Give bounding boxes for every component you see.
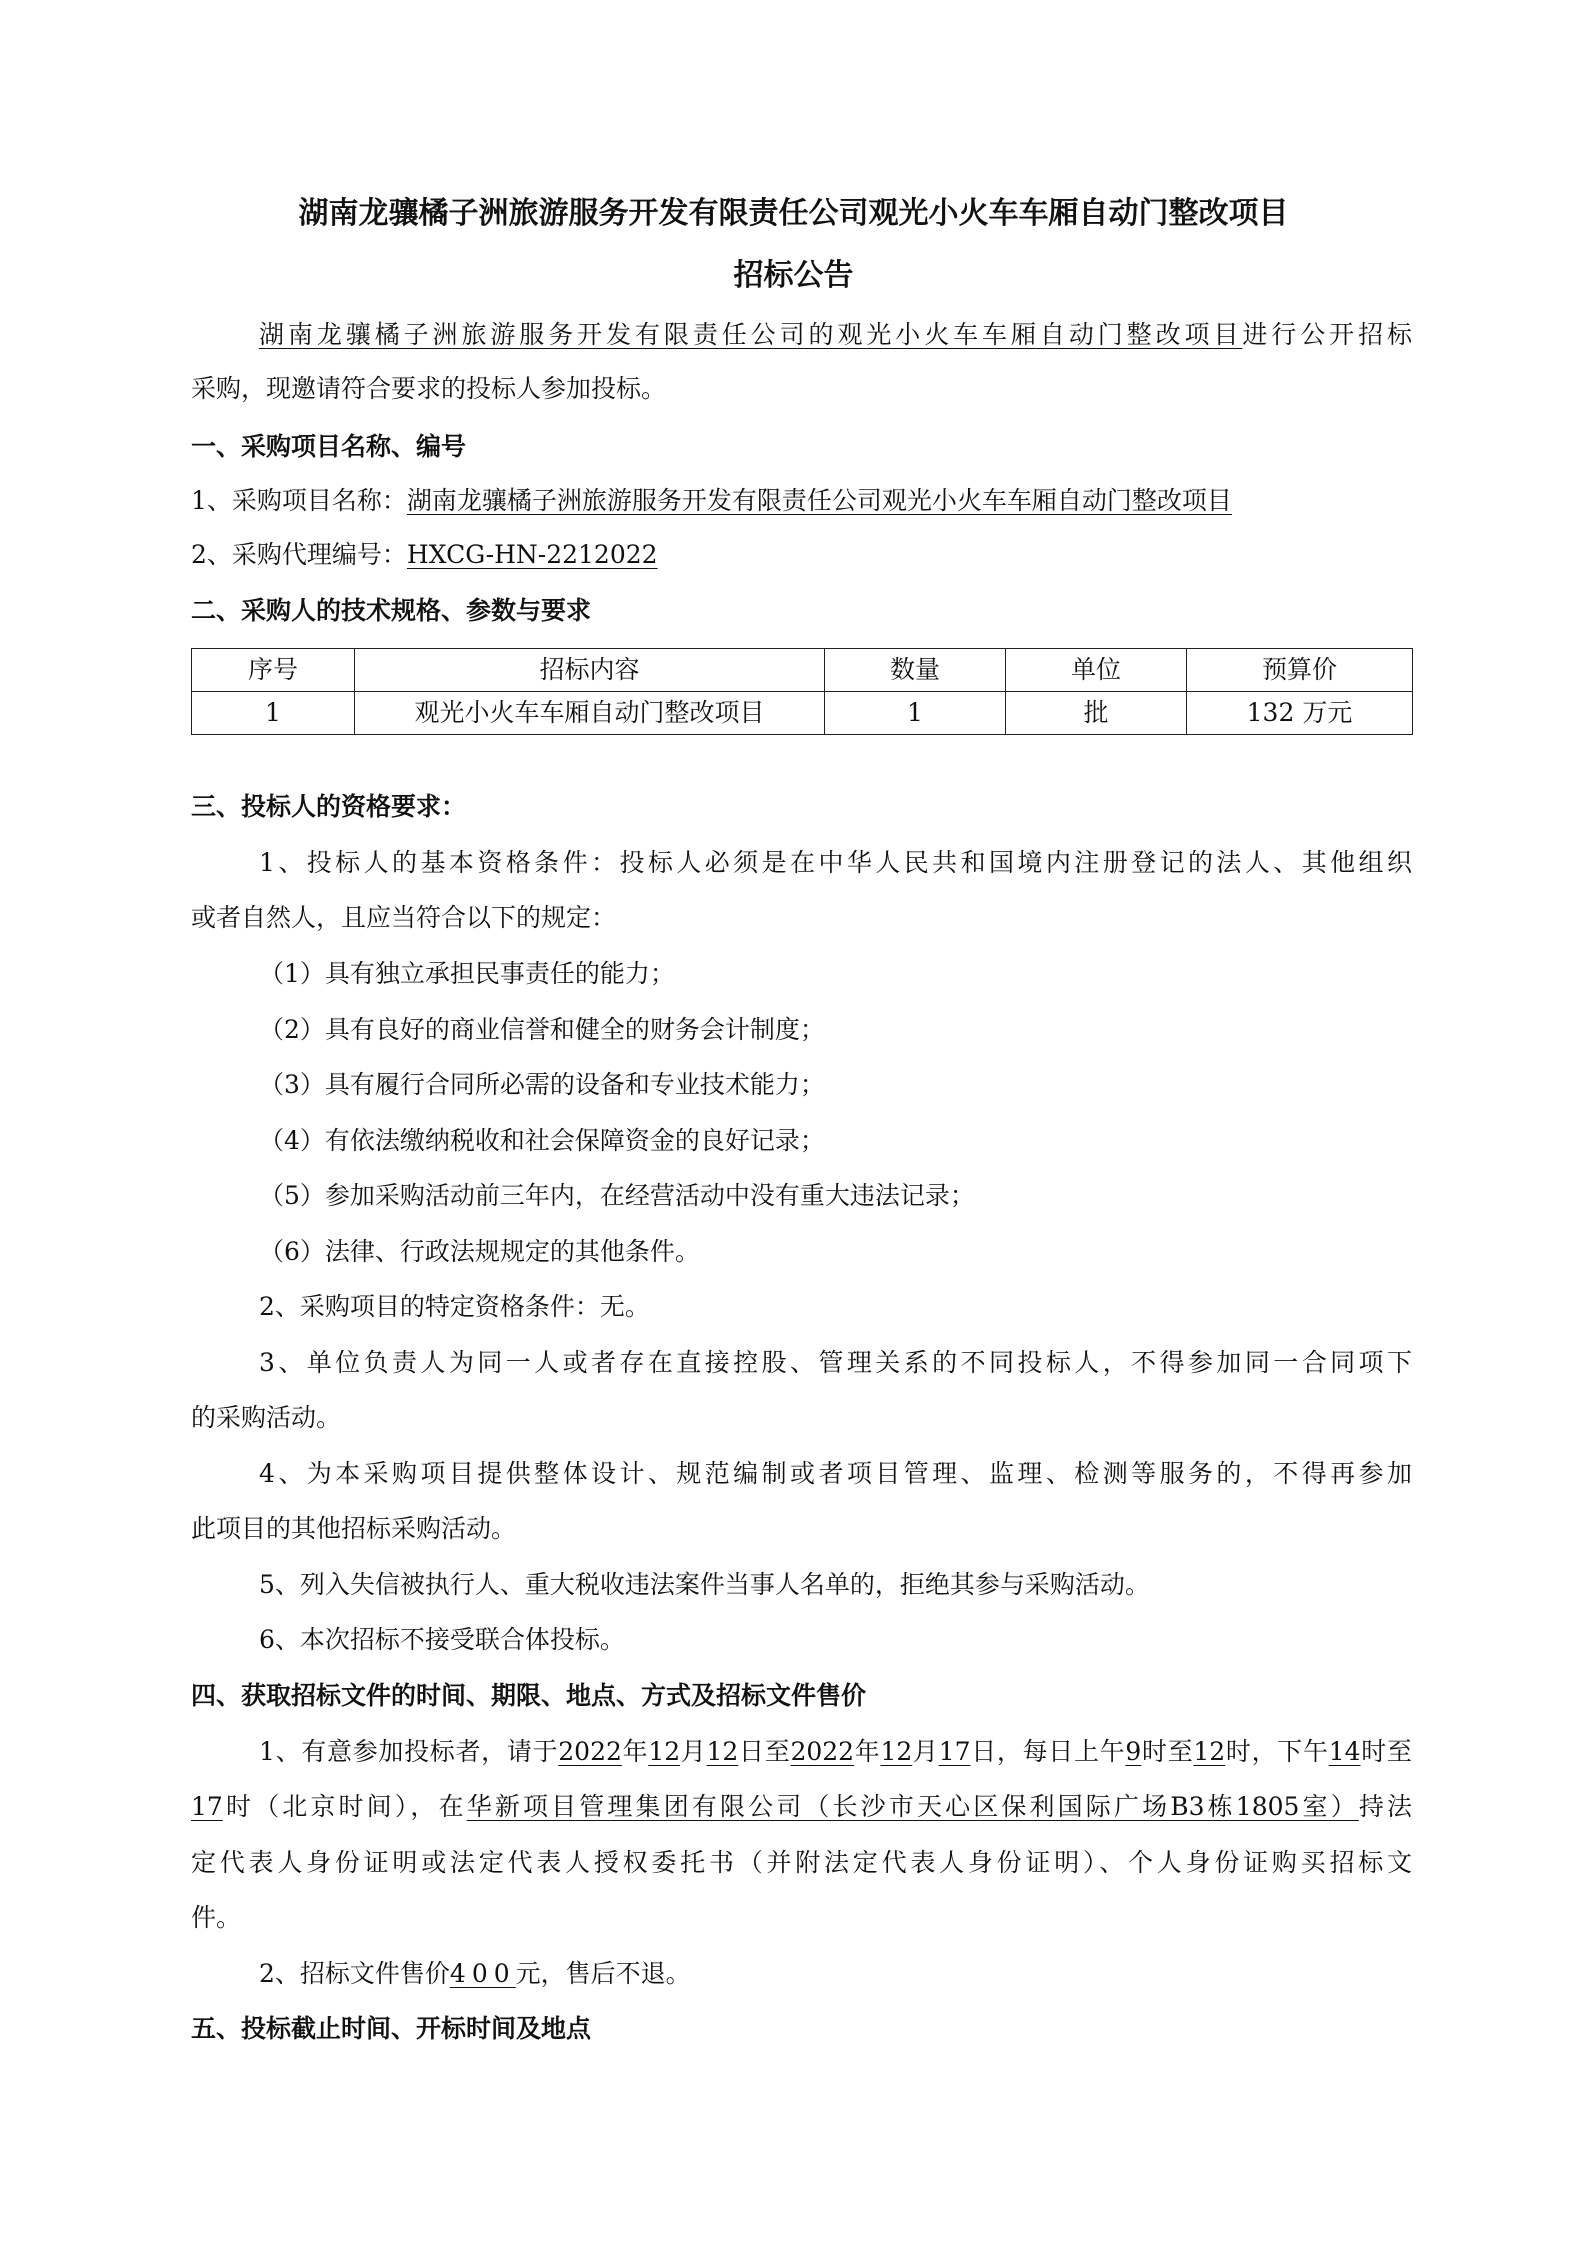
section3-item3-line2: 的采购活动。: [191, 1403, 342, 1432]
project-name-label: 1、采购项目名称：: [191, 486, 407, 515]
intro-project-name: 湖南龙骧橘子洲旅游服务开发有限责任公司的观光小火车车厢自动门整改项目: [259, 320, 1243, 349]
project-code-label: 2、采购代理编号：: [191, 540, 407, 569]
start-day: 12: [706, 1737, 739, 1766]
qualification-sub-5: （5）参加采购活动前三年内，在经营活动中没有重大违法记录；: [259, 1181, 975, 1210]
document-title-line2: 招标公告: [733, 258, 854, 293]
qualification-sub-4: （4）有依法缴纳税收和社会保障资金的良好记录；: [259, 1126, 825, 1155]
qualification-sub-3: （3）具有履行合同所必需的设备和专业技术能力；: [259, 1070, 825, 1099]
section3-item5: 5、列入失信被执行人、重大税收违法案件当事人名单的，拒绝其参与采购活动。: [259, 1570, 1150, 1599]
table-cell: 132 万元: [1187, 692, 1413, 735]
start-month: 12: [648, 1737, 681, 1766]
table-header-cell: 序号: [192, 649, 355, 692]
afternoon-end-hour: 17: [191, 1792, 223, 1821]
section3-item1-line1: 1、投标人的基本资格条件：投标人必须是在中华人民共和国境内注册登记的法人、其他组织: [259, 848, 1412, 877]
section4-p1-line4: 件。: [191, 1903, 242, 1932]
section4-heading: 四、获取招标文件的时间、期限、地点、方式及招标文件售价: [191, 1681, 867, 1710]
section1-heading: 一、采购项目名称、编号: [191, 432, 467, 461]
section4-p1-line1: 1、有意参加投标者，请于2022年12月12日至2022年12月17日，每日上午9时至12时，下午14时至: [259, 1737, 1412, 1766]
project-code-row: [191, 538, 658, 572]
section3-item4-line2: 此项目的其他招标采购活动。: [191, 1514, 517, 1543]
table-header-cell: 招标内容: [355, 649, 825, 692]
intro-after: 进行公开招标: [1242, 320, 1412, 349]
intro-line2: 采购，现邀请符合要求的投标人参加投标。: [191, 374, 667, 403]
table-header-cell: 预算价: [1187, 649, 1413, 692]
morning-end-hour: 12: [1193, 1737, 1226, 1766]
project-name-row: [191, 484, 1232, 518]
afternoon-start-hour: 14: [1328, 1737, 1361, 1766]
section3-item1-line2: 或者自然人，且应当符合以下的规定：: [191, 903, 617, 932]
end-day: 17: [938, 1737, 971, 1766]
document-title-line1: 湖南龙骧橘子洲旅游服务开发有限责任公司观光小火车车厢自动门整改项目: [298, 196, 1289, 231]
section2-heading: 二、采购人的技术规格、参数与要求: [191, 596, 592, 625]
table-cell: 批: [1006, 692, 1187, 735]
intro-line1: [259, 318, 1412, 352]
start-year: 2022: [558, 1737, 622, 1766]
section5-heading: 五、投标截止时间、开标时间及地点: [191, 2014, 592, 2043]
section4-p2: 2、招标文件售价400元，售后不退。: [259, 1959, 691, 1988]
table-cell: 观光小火车车厢自动门整改项目: [355, 692, 825, 735]
section3-heading: 三、投标人的资格要求：: [191, 792, 467, 821]
document-price: 400: [449, 1959, 516, 1988]
table-header-cell: 数量: [825, 649, 1006, 692]
table-row: [192, 692, 1413, 735]
section4-p1-line3: 定代表人身份证明或法定代表人授权委托书（并附法定代表人身份证明）、个人身份证购买招标文: [191, 1848, 1412, 1877]
table-cell: 1: [192, 692, 355, 735]
agency-company: 华新项目管理集团有限公司（长沙市天心区保利国际广场B3栋1805室）: [466, 1792, 1359, 1821]
spec-table: [191, 648, 1413, 735]
table-cell: 1: [825, 692, 1006, 735]
qualification-sub-1: （1）具有独立承担民事责任的能力；: [259, 959, 675, 988]
end-year: 2022: [790, 1737, 855, 1766]
section3-item6: 6、本次招标不接受联合体投标。: [259, 1625, 625, 1654]
table-header-cell: 单位: [1006, 649, 1187, 692]
section3-item3-line1: 3、单位负责人为同一人或者存在直接控股、管理关系的不同投标人，不得参加同一合同项下: [259, 1348, 1412, 1377]
qualification-sub-2: （2）具有良好的商业信誉和健全的财务会计制度；: [259, 1015, 825, 1044]
morning-start-hour: 9: [1125, 1737, 1142, 1766]
section3-item4-line1: 4、为本采购项目提供整体设计、规范编制或者项目管理、监理、检测等服务的，不得再参加: [259, 1459, 1412, 1488]
qualification-sub-6: （6）法律、行政法规规定的其他条件。: [259, 1237, 700, 1266]
section3-item2: 2、采购项目的特定资格条件：无。: [259, 1292, 650, 1321]
project-code-value: HXCG-HN-2212022: [406, 540, 658, 569]
section4-p1-line2: 17时（北京时间），在华新项目管理集团有限公司（长沙市天心区保利国际广场B3栋1805室）持法: [191, 1792, 1412, 1821]
end-month: 12: [880, 1737, 913, 1766]
project-name-value: 湖南龙骧橘子洲旅游服务开发有限责任公司观光小火车车厢自动门整改项目: [406, 486, 1232, 515]
table-header-row: [192, 649, 1413, 692]
